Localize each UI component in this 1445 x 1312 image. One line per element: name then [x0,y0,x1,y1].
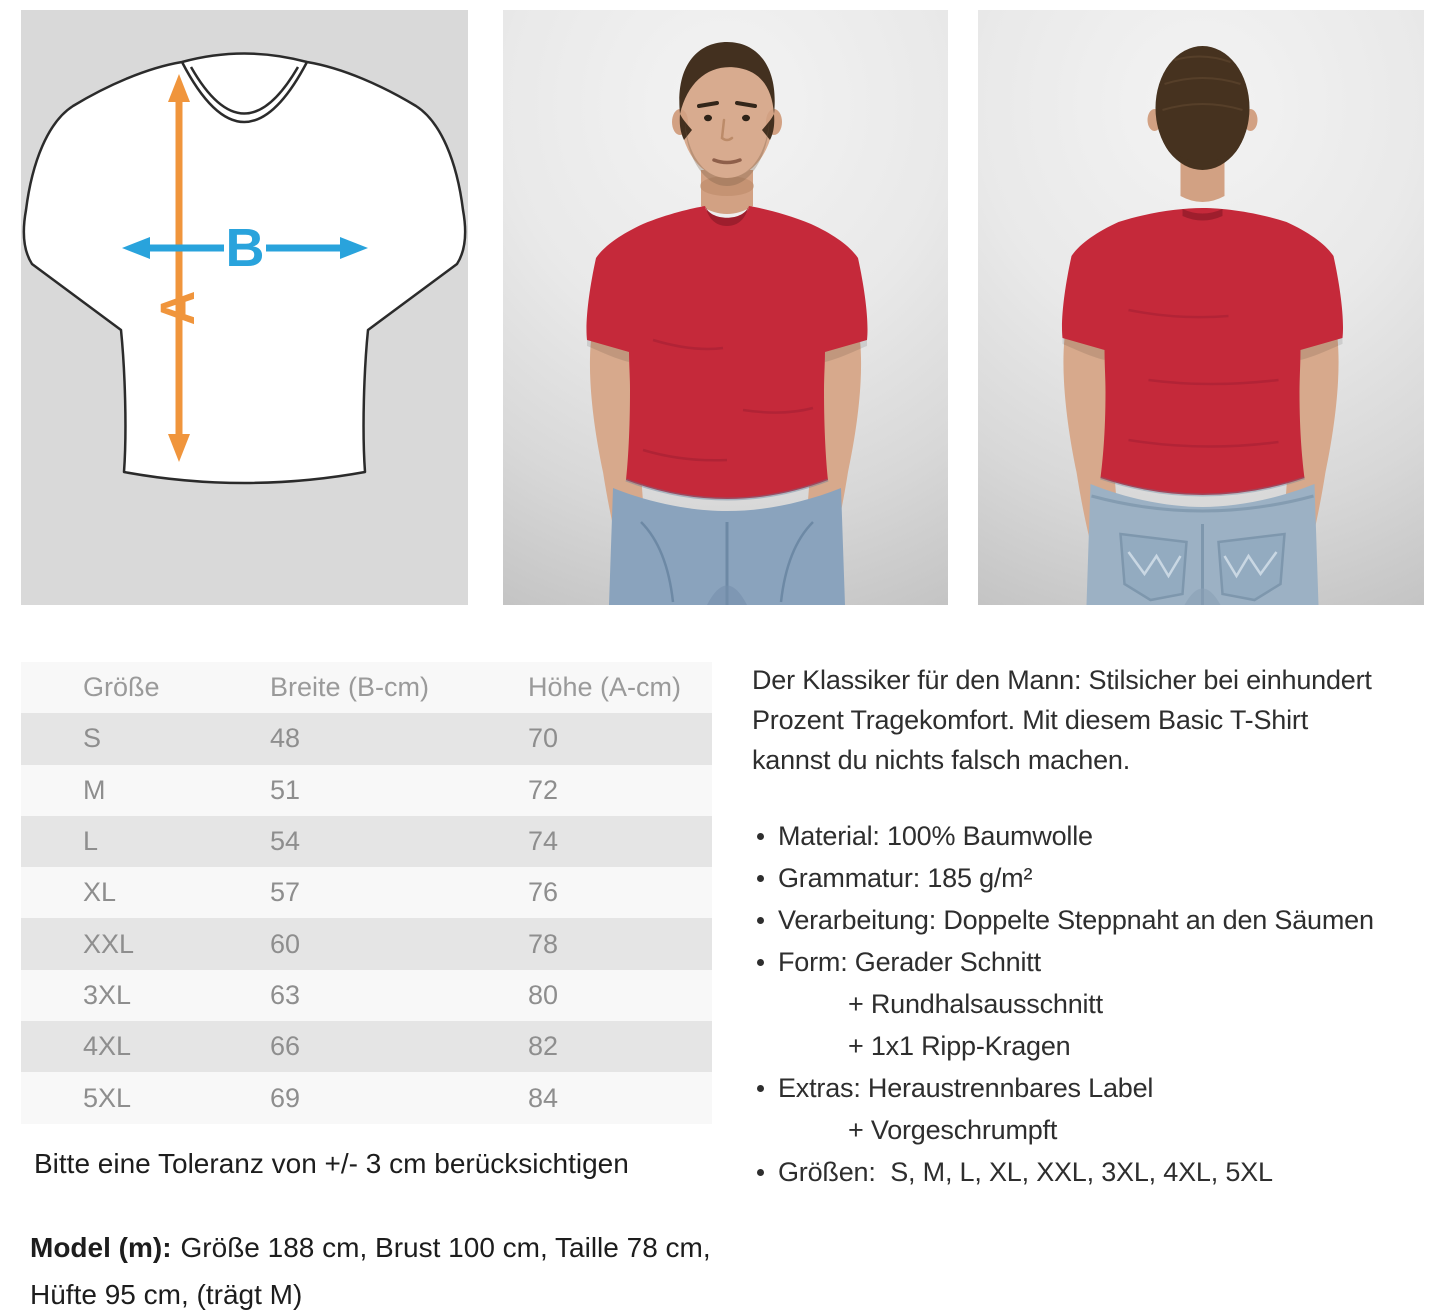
feature-text: Verarbeitung: Doppelte Steppnaht an den Säumen [778,905,1374,935]
back-model-graphic [978,10,1424,605]
size-cell: 60 [270,928,301,959]
feature-item [752,815,1445,857]
size-cell: 72 [528,774,559,805]
feature-item [752,857,1445,899]
size-cell: XL [83,877,117,908]
size-row [21,1072,712,1123]
size-cell: 78 [528,928,559,959]
measurement-label-a: A [152,290,205,326]
size-cell: 51 [270,774,301,805]
feature-text: Extras: Heraustrennbares Label [778,1073,1154,1103]
tshirt-outline [24,54,465,484]
size-cell: L [83,826,99,857]
feature-item [752,1151,1445,1193]
feature-subitem: + 1x1 Ripp-Kragen [848,1031,1071,1061]
model-front-photo [503,10,948,605]
feature-text: Material: 100% Baumwolle [778,821,1093,851]
model-note-line [30,1224,711,1271]
size-cell: 70 [528,723,559,754]
size-cell: 84 [528,1082,559,1113]
feature-text: Grammatur: 185 g/m² [778,863,1033,893]
size-cell: XXL [83,928,135,959]
size-cell: 76 [528,877,559,908]
tolerance-note: Bitte eine Toleranz von +/- 3 cm berücksichtigen [34,1148,629,1179]
description-line: Prozent Tragekomfort. Mit diesem Basic T-Shirt [752,705,1308,735]
size-diagram-panel [21,10,468,605]
size-cell: 54 [270,826,301,857]
size-cell: M [83,774,106,805]
size-cell: 57 [270,877,301,908]
description-intro [752,660,1445,780]
size-cell: 5XL [83,1082,132,1113]
measurement-label-b: B [225,218,265,278]
model-note-line [30,1271,711,1312]
size-table [21,662,712,1124]
feature-list [752,815,1445,1193]
model-back-photo [978,10,1424,605]
column-header: Größe [83,672,160,703]
description-line: Der Klassiker für den Mann: Stilsicher bei einhundert [752,665,1372,695]
model-note-detail: Größe 188 cm, Brust 100 cm, Taille 78 cm, [180,1232,711,1263]
size-cell: 63 [270,979,301,1010]
feature-text: Größen: S, M, L, XL, XXL, 3XL, 4XL, 5XL [778,1157,1273,1187]
feature-text: Form: Gerader Schnitt [778,947,1041,977]
feature-item [752,1067,1445,1151]
model-note [30,1224,711,1312]
size-row [21,867,712,918]
size-table-header-row [21,662,712,713]
size-row [21,1021,712,1072]
description-line: kannst du nichts falsch machen. [752,745,1131,775]
size-cell: 80 [528,979,559,1010]
column-header: Höhe (A-cm) [528,672,682,703]
column-header: Breite (B-cm) [270,672,430,703]
size-cell: 48 [270,723,301,754]
model-note-label: Model (m): [30,1232,172,1263]
size-row [21,816,712,867]
size-table-body [21,713,712,1123]
size-cell: 82 [528,1031,559,1062]
model-note-detail: Hüfte 95 cm, (trägt M) [30,1279,303,1310]
feature-item [752,899,1445,941]
feature-subitem: + Rundhalsausschnitt [848,989,1103,1019]
front-model-graphic [503,10,948,605]
feature-subitem: + Vorgeschrumpft [848,1115,1058,1145]
size-cell: 69 [270,1082,301,1113]
size-row [21,918,712,969]
tshirt-measure-diagram [21,10,468,605]
size-row [21,713,712,764]
size-cell: 74 [528,826,559,857]
size-cell: 4XL [83,1031,132,1062]
size-cell: 66 [270,1031,301,1062]
size-cell: S [83,723,102,754]
product-description [752,660,1445,1193]
feature-item [752,941,1445,1067]
size-row [21,970,712,1021]
size-row [21,765,712,816]
size-cell: 3XL [83,979,132,1010]
